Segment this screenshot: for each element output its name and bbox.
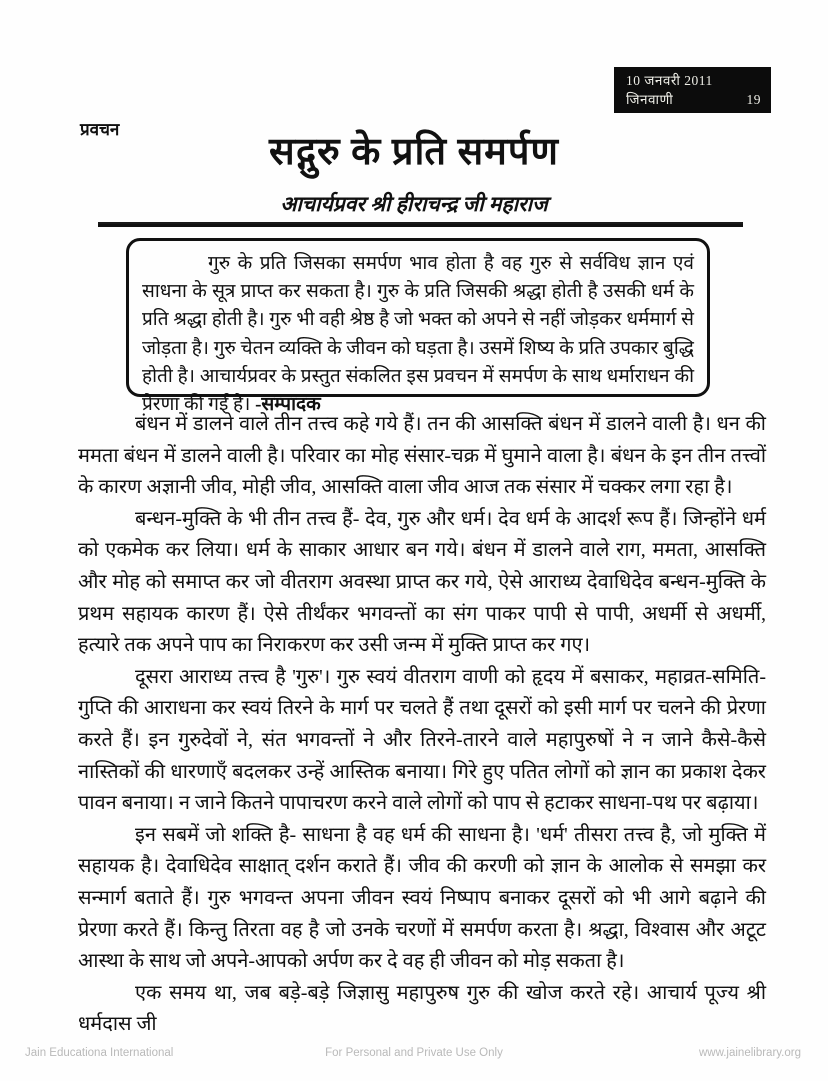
body-paragraph: बन्धन-मुक्ति के भी तीन तत्त्व हैं- देव, गुरु और धर्म। देव धर्म के आदर्श रूप हैं। जिन्होंने धर्म को एकमेक कर लिया। धर्म के साकार आधार बन गये। बंधन में डालने वाले राग, ममता, आसक्ति और मोह को समाप्त कर जो वीतराग अवस्था प्राप्त कर गये, ऐसे आराध्य देवाधिदेव बन्धन-मुक्ति के प्रथम सहायक कारण हैं। ऐसे तीर्थंकर भगवन्तों का संग पाकर पापी से पापी, अधर्मी से अधर्मी, हत्यारे तक अपने पाप का निराकरण कर उसी जन्म में मुक्ति प्राप्त कर गए। bbox=[78, 507, 766, 657]
editor-note-text: गुरु के प्रति जिसका समर्पण भाव होता है वह गुरु से सर्वविध ज्ञान एवं साधना के सूत्र प्राप्त कर सकता है। गुरु के प्रति जिसकी श्रद्धा होती है उसकी धर्म के प्रति श्रद्धा होती है। गुरु भी वही श्रेष्ठ है जो भक्त को अपने से नहीं जोड़कर धर्ममार्ग से जोड़ता है। गुरु चेतन व्यक्ति के जीवन को घड़ता है। उसमें शिष्य के प्रति उपकार बुद्धि होती है। आचार्यप्रवर के प्रस्तुत संकलित इस प्रवचन में समर्पण के साथ धर्माराधन की प्रेरणा की गई है। bbox=[142, 253, 694, 416]
issue-badge bbox=[614, 67, 771, 113]
body-paragraph: बंधन में डालने वाले तीन तत्त्व कहे गये हैं। तन की आसक्ति बंधन में डालने वाली है। धन की ममता बंधन में डालने वाली है। परिवार का मोह संसार-चक्र में घुमाने वाला है। बंधन के इन तीन तत्त्वों के कारण अज्ञानी जीव, मोही जीव, आसक्ति वाला जीव आज तक संसार में चक्कर लगा रहा है। bbox=[78, 413, 766, 499]
editor-signature: -सम्पादक bbox=[255, 394, 321, 416]
page-title: सद्गुरु के प्रति समर्पण bbox=[269, 131, 559, 173]
author-line: आचार्यप्रवर श्री हीराचन्द्र जी महाराज bbox=[280, 192, 548, 216]
journal-name: जिनवाणी bbox=[626, 92, 674, 107]
article-body bbox=[78, 409, 766, 1041]
header-divider bbox=[98, 222, 743, 227]
footer-website: www.jainelibrary.org bbox=[698, 1047, 801, 1059]
body-paragraph: इन सबमें जो शक्ति है- साधना है वह धर्म की साधना है। 'धर्म' तीसरा तत्त्व है, जो मुक्ति में सहायक है। देवाधिदेव साक्षात् दर्शन कराते हैं। जीव की करणी को ज्ञान के आलोक से समझा कर सन्मार्ग बताते हैं। गुरु भगवन्त अपना जीवन स्वयं निष्पाप बनाकर दूसरों को भी आगे बढ़ाने की प्रेरणा करते हैं। किन्तु तिरता वह है जो उनके चरणों में समर्पण करता है। श्रद्धा, विश्वास और अटूट आस्था के साथ जो अपने-आपको अर्पण कर दे वह ही जीवन को मोड़ सकता है। bbox=[78, 823, 766, 973]
body-paragraph: एक समय था, जब बड़े-बड़े जिज्ञासु महापुरुष गुरु की खोज करते रहे। आचार्य पूज्य श्री धर्मदास जी bbox=[78, 981, 766, 1036]
issue-date: 10 जनवरी 2011 bbox=[626, 73, 713, 88]
body-paragraph: दूसरा आराध्य तत्त्व है 'गुरु'। गुरु स्वयं वीतराग वाणी को हृदय में बसाकर, महाव्रत-समिति-गुप्ति की आराधना कर स्वयं तिरने के मार्ग पर चलते हैं तथा दूसरों को इसी मार्ग पर चलने की प्रेरणा करते हैं। इन गुरुदेवों ने, संत भगवन्तों ने और तिरने-तारने वाले महापुरुषों ने न जाने कैसे-कैसे नास्तिकों की धारणाएँ बदलकर उन्हें आस्तिक बनाया। गिरे हुए पतित लोगों को ज्ञान का प्रकाश देकर पावन बनाया। न जाने कितने पापाचरण करने वाले लोगों को पाप से हटाकर साधना-पथ पर बढ़ाया। bbox=[78, 665, 766, 815]
footer-publisher: Jain Educationa International bbox=[25, 1047, 174, 1059]
page-number: 19 bbox=[746, 92, 761, 107]
editor-note-box bbox=[126, 238, 710, 416]
footer-usage-note: For Personal and Private Use Only bbox=[325, 1047, 503, 1059]
kicker-label: प्रवचन bbox=[80, 120, 120, 139]
